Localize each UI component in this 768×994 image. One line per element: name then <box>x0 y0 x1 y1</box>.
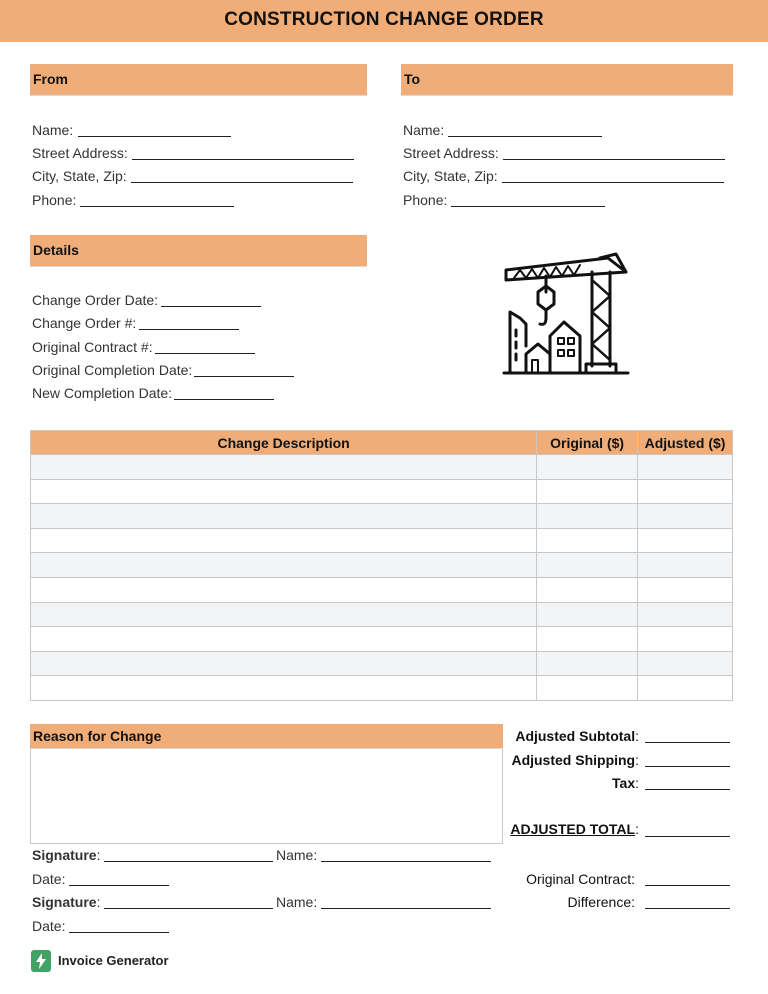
adjusted-cell[interactable] <box>638 627 733 652</box>
adjusted-total-field[interactable] <box>645 836 730 837</box>
description-cell[interactable] <box>31 553 537 578</box>
adjusted-shipping-label: Adjusted Shipping: <box>511 752 639 768</box>
description-cell[interactable] <box>31 651 537 676</box>
new-completion-field[interactable] <box>174 399 274 400</box>
adjusted-cell[interactable] <box>638 479 733 504</box>
page-title: CONSTRUCTION CHANGE ORDER <box>224 9 544 30</box>
adjusted-cell[interactable] <box>638 528 733 553</box>
original-cell[interactable] <box>537 577 638 602</box>
original-contract-label: Original Contract: <box>526 871 635 887</box>
original-cell[interactable] <box>537 627 638 652</box>
to-city-label: City, State, Zip: <box>403 168 498 184</box>
col-change-description: Change Description <box>31 431 537 455</box>
table-row <box>31 651 733 676</box>
adjusted-shipping-field[interactable] <box>645 766 730 767</box>
change-order-num-field[interactable] <box>139 329 239 330</box>
from-phone-field[interactable] <box>80 206 234 207</box>
from-header <box>30 64 367 96</box>
from-name-label: Name: <box>32 122 74 138</box>
from-city-label: City, State, Zip: <box>32 168 127 184</box>
adjusted-cell[interactable] <box>638 504 733 529</box>
table-row <box>31 455 733 480</box>
original-cell[interactable] <box>537 479 638 504</box>
brand-name: Invoice Generator <box>58 953 169 968</box>
adjusted-cell[interactable] <box>638 455 733 480</box>
details-heading: Details <box>33 242 79 258</box>
construction-crane-icon <box>500 250 632 380</box>
signature-2-name-label: Name: <box>276 894 318 910</box>
difference-field[interactable] <box>645 908 730 909</box>
original-cell[interactable] <box>537 528 638 553</box>
original-contract-num-label: Original Contract #: <box>32 339 153 355</box>
signature-2-field[interactable] <box>104 908 273 909</box>
to-street-label: Street Address: <box>403 145 499 161</box>
adjusted-cell[interactable] <box>638 602 733 627</box>
description-cell[interactable] <box>31 627 537 652</box>
description-cell[interactable] <box>31 455 537 480</box>
description-cell[interactable] <box>31 479 537 504</box>
adjusted-cell[interactable] <box>638 553 733 578</box>
col-adjusted: Adjusted ($) <box>638 431 733 455</box>
description-cell[interactable] <box>31 676 537 701</box>
original-completion-field[interactable] <box>194 376 294 377</box>
to-header <box>401 64 733 96</box>
date-1-field[interactable] <box>69 885 169 886</box>
signature-1-name-field[interactable] <box>321 861 491 862</box>
original-completion-label: Original Completion Date: <box>32 362 193 378</box>
reason-textarea[interactable] <box>30 748 503 844</box>
original-cell[interactable] <box>537 455 638 480</box>
change-order-date-field[interactable] <box>161 306 261 307</box>
from-phone-label: Phone: <box>32 192 77 208</box>
date-2-label: Date: <box>32 918 66 934</box>
adjusted-subtotal-field[interactable] <box>645 742 730 743</box>
table-row <box>31 676 733 701</box>
original-cell[interactable] <box>537 651 638 676</box>
table-row <box>31 627 733 652</box>
signature-2-label: Signature: <box>32 894 101 910</box>
to-phone-label: Phone: <box>403 192 448 208</box>
table-row <box>31 602 733 627</box>
change-order-date-label: Change Order Date: <box>32 292 159 308</box>
description-cell[interactable] <box>31 528 537 553</box>
original-cell[interactable] <box>537 676 638 701</box>
description-cell[interactable] <box>31 504 537 529</box>
signature-2-name-field[interactable] <box>321 908 491 909</box>
adjusted-subtotal-label: Adjusted Subtotal: <box>515 728 639 744</box>
to-name-label: Name: <box>403 122 445 138</box>
signature-1-name-label: Name: <box>276 847 318 863</box>
description-cell[interactable] <box>31 577 537 602</box>
to-city-field[interactable] <box>502 182 724 183</box>
tax-field[interactable] <box>645 789 730 790</box>
col-original: Original ($) <box>537 431 638 455</box>
adjusted-cell[interactable] <box>638 651 733 676</box>
original-cell[interactable] <box>537 553 638 578</box>
to-name-field[interactable] <box>448 136 602 137</box>
from-heading: From <box>33 71 68 87</box>
to-heading: To <box>404 71 421 87</box>
details-header <box>30 235 367 267</box>
tax-label: Tax: <box>612 775 639 791</box>
table-row <box>31 577 733 602</box>
lightning-bolt-icon <box>31 950 51 972</box>
adjusted-total-label: ADJUSTED TOTAL: <box>510 821 639 837</box>
reason-header <box>30 724 503 749</box>
from-street-field[interactable] <box>132 159 354 160</box>
reason-heading: Reason for Change <box>33 728 162 744</box>
date-2-field[interactable] <box>69 932 169 933</box>
to-phone-field[interactable] <box>451 206 605 207</box>
adjusted-cell[interactable] <box>638 676 733 701</box>
original-cell[interactable] <box>537 504 638 529</box>
to-street-field[interactable] <box>503 159 725 160</box>
new-completion-label: New Completion Date: <box>32 385 173 401</box>
description-cell[interactable] <box>31 602 537 627</box>
signature-1-field[interactable] <box>104 861 273 862</box>
table-row <box>31 528 733 553</box>
from-street-label: Street Address: <box>32 145 128 161</box>
original-contract-field[interactable] <box>645 885 730 886</box>
adjusted-cell[interactable] <box>638 577 733 602</box>
date-1-label: Date: <box>32 871 66 887</box>
from-name-field[interactable] <box>78 136 231 137</box>
table-row <box>31 479 733 504</box>
signature-1-label: Signature: <box>32 847 101 863</box>
change-table <box>30 430 733 701</box>
table-row <box>31 504 733 529</box>
from-city-field[interactable] <box>131 182 353 183</box>
table-row <box>31 553 733 578</box>
change-order-num-label: Change Order #: <box>32 315 137 331</box>
difference-label: Difference: <box>567 894 635 910</box>
original-contract-num-field[interactable] <box>155 353 255 354</box>
original-cell[interactable] <box>537 602 638 627</box>
